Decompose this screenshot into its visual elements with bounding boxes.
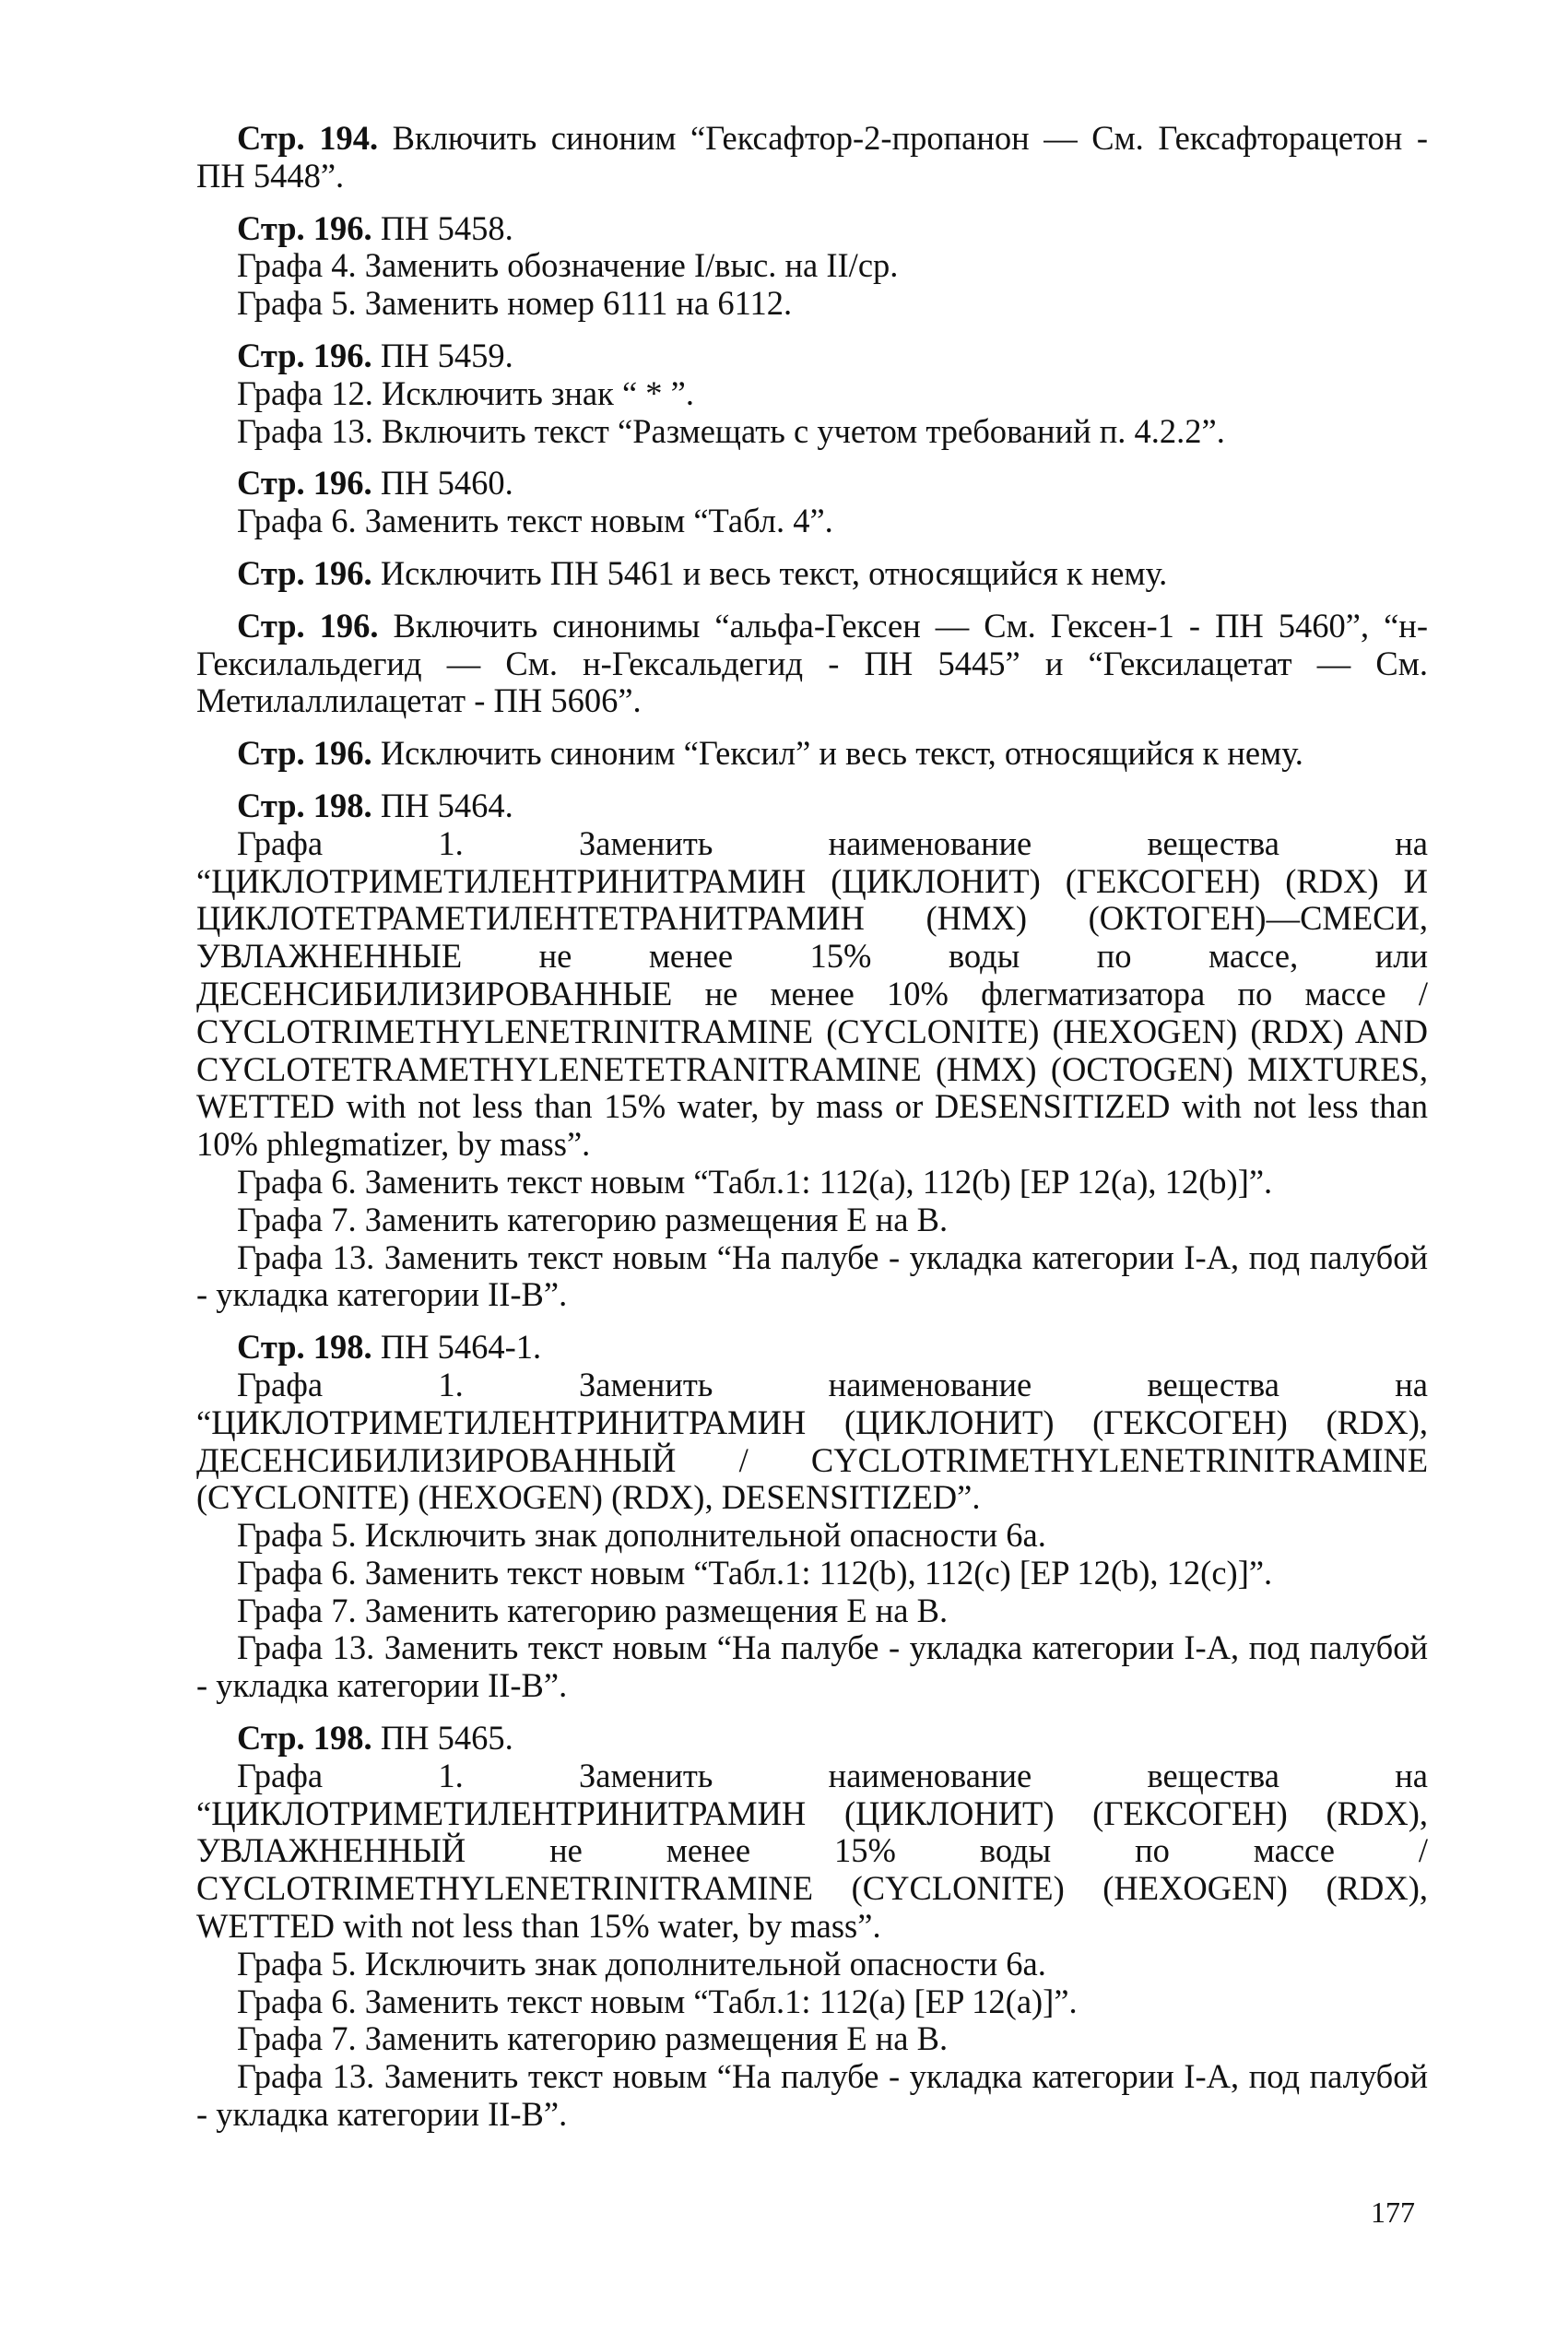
column-instruction: Графа 4. Заменить обозначение I/выс. на II/ср. [237,246,899,285]
document-entry [196,210,1428,323]
document-entry [196,1720,1428,2134]
column-instruction: Графа 7. Заменить категорию размещения Е на В. [237,1591,949,1629]
column-instruction: Графа 13. Заменить текст новым “На палубе - укладка категории I-A, под палубой - укладка категории II-B”. [196,1237,1428,1314]
entry-text: ПН 5458. [371,208,513,247]
column-instruction: Графа 13. Включить текст “Размещать с учетом требований п. 4.2.2”. [237,411,1225,450]
column-instruction: Графа 7. Заменить категорию размещения Е на В. [237,2019,949,2058]
column-instruction: Графа 7. Заменить категорию размещения Е на В. [237,1200,949,1238]
entry-text: Включить синоним “Гексафтор-2-пропанон — См. Гексафторацетон - ПН 5448”. [196,119,1429,195]
entry-text: ПН 5464-1. [371,1328,542,1367]
document-entry [196,1329,1428,1705]
column-instruction: Графа 1. Заменить наименование вещества на “ЦИКЛОТРИМЕТИЛЕНТРИНИТРАМИН (ЦИКЛОНИТ) (ГЕКСОГЕН) (RDX), ДЕСЕНСИБИЛИЗИРОВАННЫЙ / CYCLOTRIMETHYLENETRINITRAMINE (CYCLONITE) (HEXOGEN) (RDX), DESENSITIZED”. [196,1365,1428,1517]
entry-heading [196,337,1428,375]
entry-text: Включить синонимы “альфа-Гексен — См. Гексен-1 - ПН 5460”, “н-Гексилальдегид — См. н-Гексальдегид - ПН 5445” и “Гексилацетат — См. Метилаллилацетат - ПН 5606”. [196,606,1428,720]
entry-heading [196,608,1428,720]
entry-heading [196,1720,1428,1758]
column-instruction: Графа 12. Исключить знак “ * ”. [237,373,695,412]
page-reference: Стр. 196. [237,553,372,592]
column-instruction: Графа 13. Заменить текст новым “На палубе - укладка категории I-A, под палубой - укладка категории II-B”. [196,2057,1428,2134]
entry-text: ПН 5464. [371,786,513,824]
column-instruction: Графа 13. Заменить текст новым “На палубе - укладка категории I-A, под палубой - укладка категории II-B”. [196,1628,1428,1705]
document-entry [196,337,1428,450]
column-instruction: Графа 1. Заменить наименование вещества на “ЦИКЛОТРИМЕТИЛЕНТРИНИТРАМИН (ЦИКЛОНИТ) (ГЕКСОГЕН) (RDX), УВЛАЖНЕННЫЙ не менее 15% воды по массе / CYCLOTRIMETHYLENETRINITRAMINE (CYCLONITE) (HEXOGEN) (RDX), WETTED with not less than 15% water, by mass”. [196,1756,1428,1946]
entry-heading [196,555,1428,593]
page-reference: Стр. 198. [237,1328,372,1367]
entry-text: ПН 5459. [371,336,513,374]
column-instruction: Графа 6. Заменить текст новым “Табл.1: 112(a) [EP 12(a)]”. [237,1982,1078,2020]
document-entry [196,120,1428,195]
page-reference: Стр. 198. [237,1719,372,1758]
page-reference: Стр. 198. [237,786,372,824]
document-entry [196,555,1428,593]
entry-text: Исключить синоним “Гексил” и весь текст, относящийся к нему. [371,734,1303,773]
entry-heading [196,120,1428,195]
entry-text: Исключить ПН 5461 и весь текст, относящийся к нему. [371,553,1168,592]
page-reference: Стр. 196. [237,734,372,773]
entry-heading [196,1329,1428,1367]
page-reference: Стр. 194. [237,119,379,157]
column-instruction: Графа 6. Заменить текст новым “Табл. 4”. [237,502,833,540]
column-instruction: Графа 6. Заменить текст новым “Табл.1: 112(a), 112(b) [EP 12(a), 12(b)]”. [237,1162,1273,1201]
column-instruction: Графа 5. Исключить знак дополнительной опасности 6а. [237,1516,1046,1555]
document-entry [196,787,1428,1314]
entry-heading [196,787,1428,825]
page-reference: Стр. 196. [237,606,379,645]
page-reference: Стр. 196. [237,208,372,247]
entry-text: ПН 5460. [371,464,513,503]
document-entry [196,608,1428,720]
page-reference: Стр. 196. [237,336,372,374]
column-instruction: Графа 1. Заменить наименование вещества на “ЦИКЛОТРИМЕТИЛЕНТРИНИТРАМИН (ЦИКЛОНИТ) (ГЕКСОГЕН) (RDX) И ЦИКЛОТЕТРАМЕТИЛЕНТЕТРАНИТРАМИН (HMX) (ОКТОГЕН)—СМЕСИ, УВЛАЖНЕННЫЕ не менее 15% воды по массе, или ДЕСЕНСИБИЛИЗИРОВАННЫЕ не менее 10% флегматизатора по массе / CYCLOTRIMETHYLENETRINITRAMINE (CYCLONITE) (HEXOGEN) (RDX) AND CYCLOTETRAMETHYLENETETRANITRAMINE (HMX) (OCTOGEN) MIXTURES, WETTED with not less than 15% water, by mass or DESENSITIZED with not less than 10% phlegmatizer, by mass”. [196,823,1428,1164]
page-reference: Стр. 196. [237,464,372,503]
document-body [196,120,1428,2149]
column-instruction: Графа 6. Заменить текст новым “Табл.1: 112(b), 112(c) [EP 12(b), 12(c)]”. [237,1553,1273,1592]
column-instruction: Графа 5. Исключить знак дополнительной опасности 6а. [237,1944,1046,1983]
entry-heading [196,210,1428,248]
document-entry [196,465,1428,540]
entry-heading [196,465,1428,503]
column-instruction: Графа 5. Заменить номер 6111 на 6112. [237,284,793,323]
entry-heading [196,735,1428,773]
entry-text: ПН 5465. [371,1719,513,1758]
page-number: 177 [1371,2196,1415,2229]
document-entry [196,735,1428,773]
